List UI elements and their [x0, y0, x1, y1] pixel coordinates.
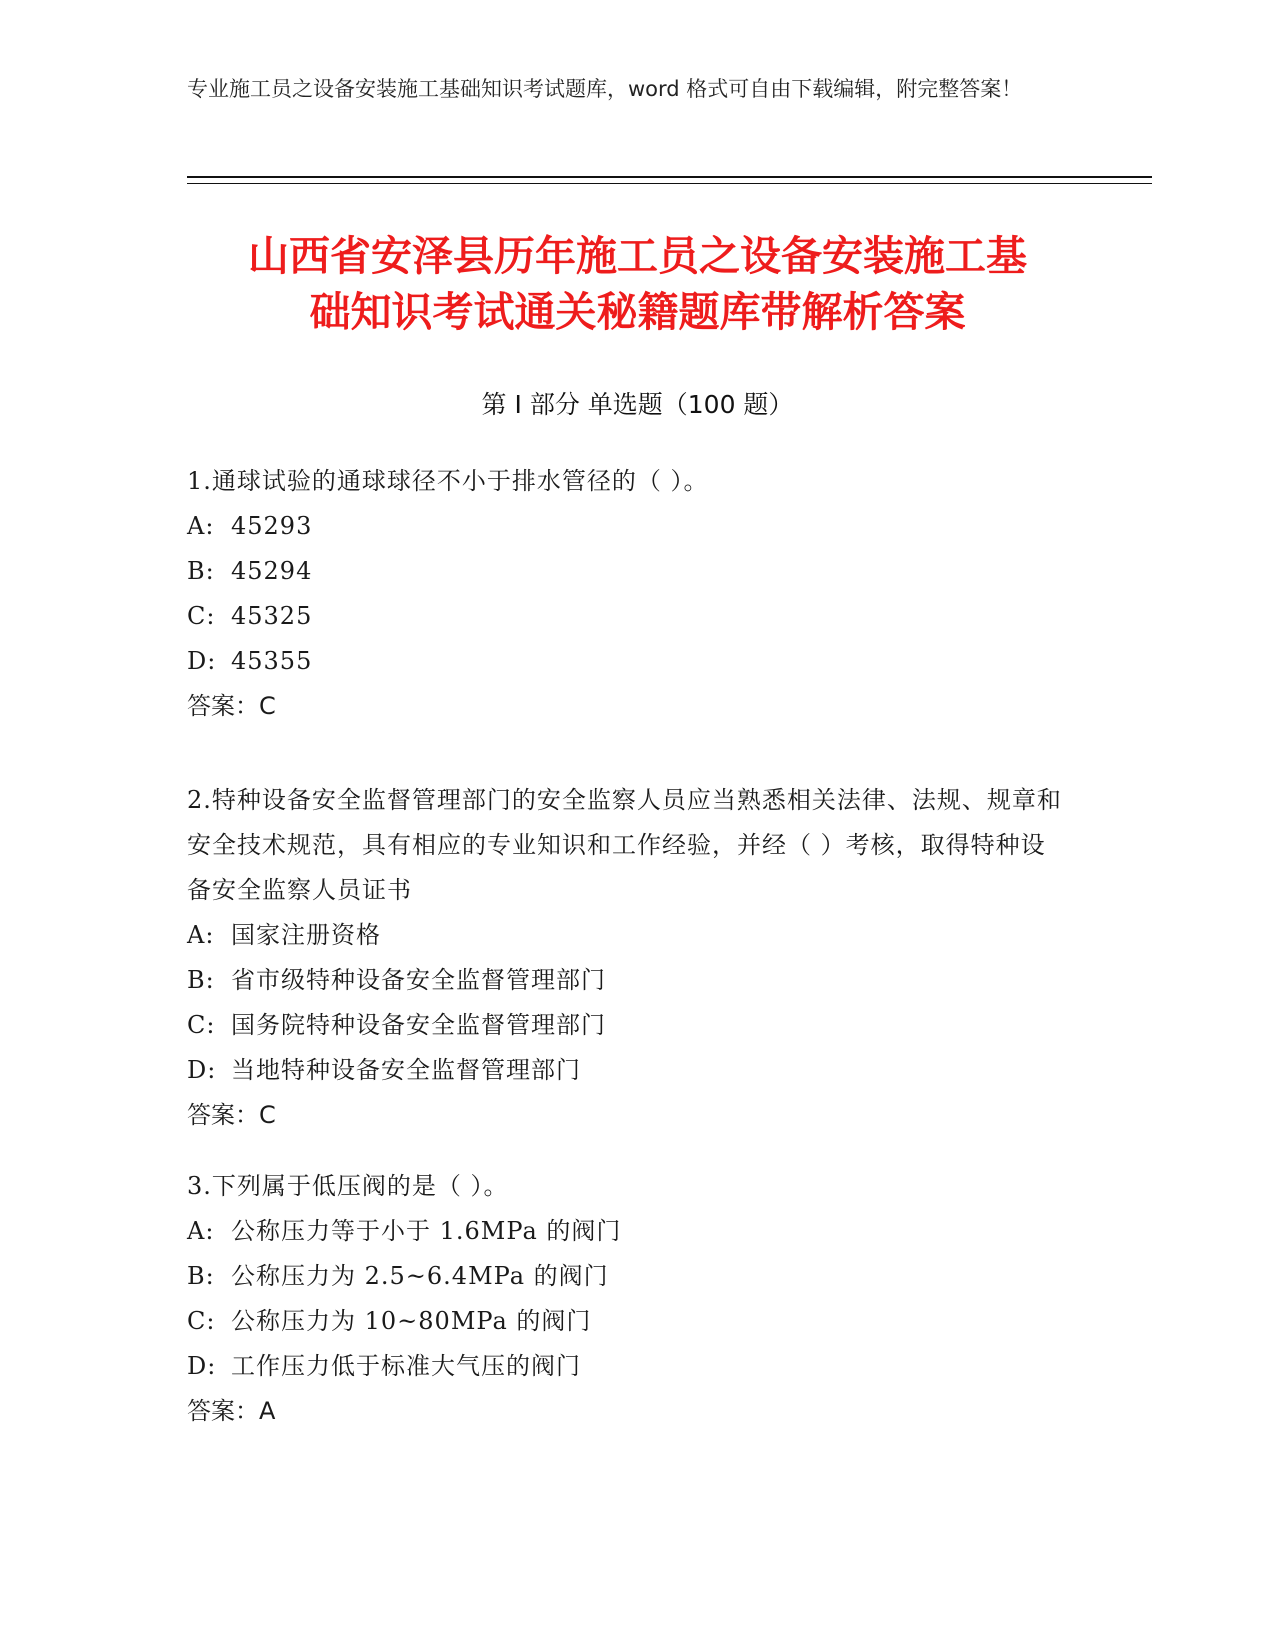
- answer: 答案：A: [187, 1397, 276, 1425]
- question-stem: 3.下列属于低压阀的是（ ）。: [187, 1172, 509, 1200]
- option-key: B:: [187, 557, 215, 585]
- option-b: [187, 1254, 1067, 1299]
- option-text: 45293: [231, 512, 313, 540]
- question-3: [187, 1164, 1067, 1434]
- answer: 答案：C: [187, 692, 276, 720]
- question-2: [187, 778, 1067, 1138]
- option-a: [187, 913, 1067, 958]
- option-a: [187, 504, 1067, 549]
- answer: 答案：C: [187, 1101, 276, 1129]
- option-d: [187, 1344, 1067, 1389]
- option-key: B:: [187, 1262, 215, 1290]
- option-b: [187, 958, 1067, 1003]
- header-rule-thick: [187, 176, 1152, 178]
- option-a: [187, 1209, 1067, 1254]
- option-key: C:: [187, 1011, 216, 1039]
- section-title: 第 I 部分 单选题（100 题）: [481, 390, 794, 419]
- option-c: [187, 594, 1067, 639]
- option-key: A:: [187, 1217, 215, 1245]
- question-stem: 1.通球试验的通球球径不小于排水管径的（ ）。: [187, 467, 709, 495]
- option-text: 45325: [231, 602, 313, 630]
- option-key: A:: [187, 512, 215, 540]
- option-d: [187, 1048, 1067, 1093]
- title-line-2: 础知识考试通关秘籍题库带解析答案: [309, 288, 966, 336]
- option-c: [187, 1299, 1067, 1344]
- option-c: [187, 1003, 1067, 1048]
- option-text: 当地特种设备安全监督管理部门: [231, 1056, 581, 1084]
- option-key: B:: [187, 966, 215, 994]
- question-1: [187, 459, 1067, 729]
- option-b: [187, 549, 1067, 594]
- option-text: 45355: [231, 647, 313, 675]
- option-key: A:: [187, 921, 215, 949]
- option-text: 公称压力等于小于 1.6MPa 的阀门: [231, 1217, 622, 1245]
- option-text: 公称压力为 10~80MPa 的阀门: [231, 1307, 592, 1335]
- option-text: 国务院特种设备安全监督管理部门: [231, 1011, 606, 1039]
- option-key: D:: [187, 1056, 217, 1084]
- question-stem: 2.特种设备安全监督管理部门的安全监察人员应当熟悉相关法律、法规、规章和安全技术规范，具有相应的专业知识和工作经验，并经（ ）考核，取得特种设备安全监察人员证书: [187, 786, 1062, 904]
- option-d: [187, 639, 1067, 684]
- option-text: 工作压力低于标准大气压的阀门: [231, 1352, 581, 1380]
- option-text: 公称压力为 2.5~6.4MPa 的阀门: [231, 1262, 609, 1290]
- option-key: D:: [187, 647, 217, 675]
- option-key: C:: [187, 602, 216, 630]
- option-text: 国家注册资格: [231, 921, 381, 949]
- option-key: D:: [187, 1352, 217, 1380]
- option-text: 省市级特种设备安全监督管理部门: [231, 966, 606, 994]
- page-header: 专业施工员之设备安装施工基础知识考试题库，word 格式可自由下载编辑，附完整答案！: [187, 77, 1023, 101]
- header-rule-thin: [187, 183, 1152, 184]
- document-title: [150, 228, 1125, 340]
- title-line-1: 山西省安泽县历年施工员之设备安装施工基: [248, 232, 1027, 280]
- option-key: C:: [187, 1307, 216, 1335]
- option-text: 45294: [231, 557, 313, 585]
